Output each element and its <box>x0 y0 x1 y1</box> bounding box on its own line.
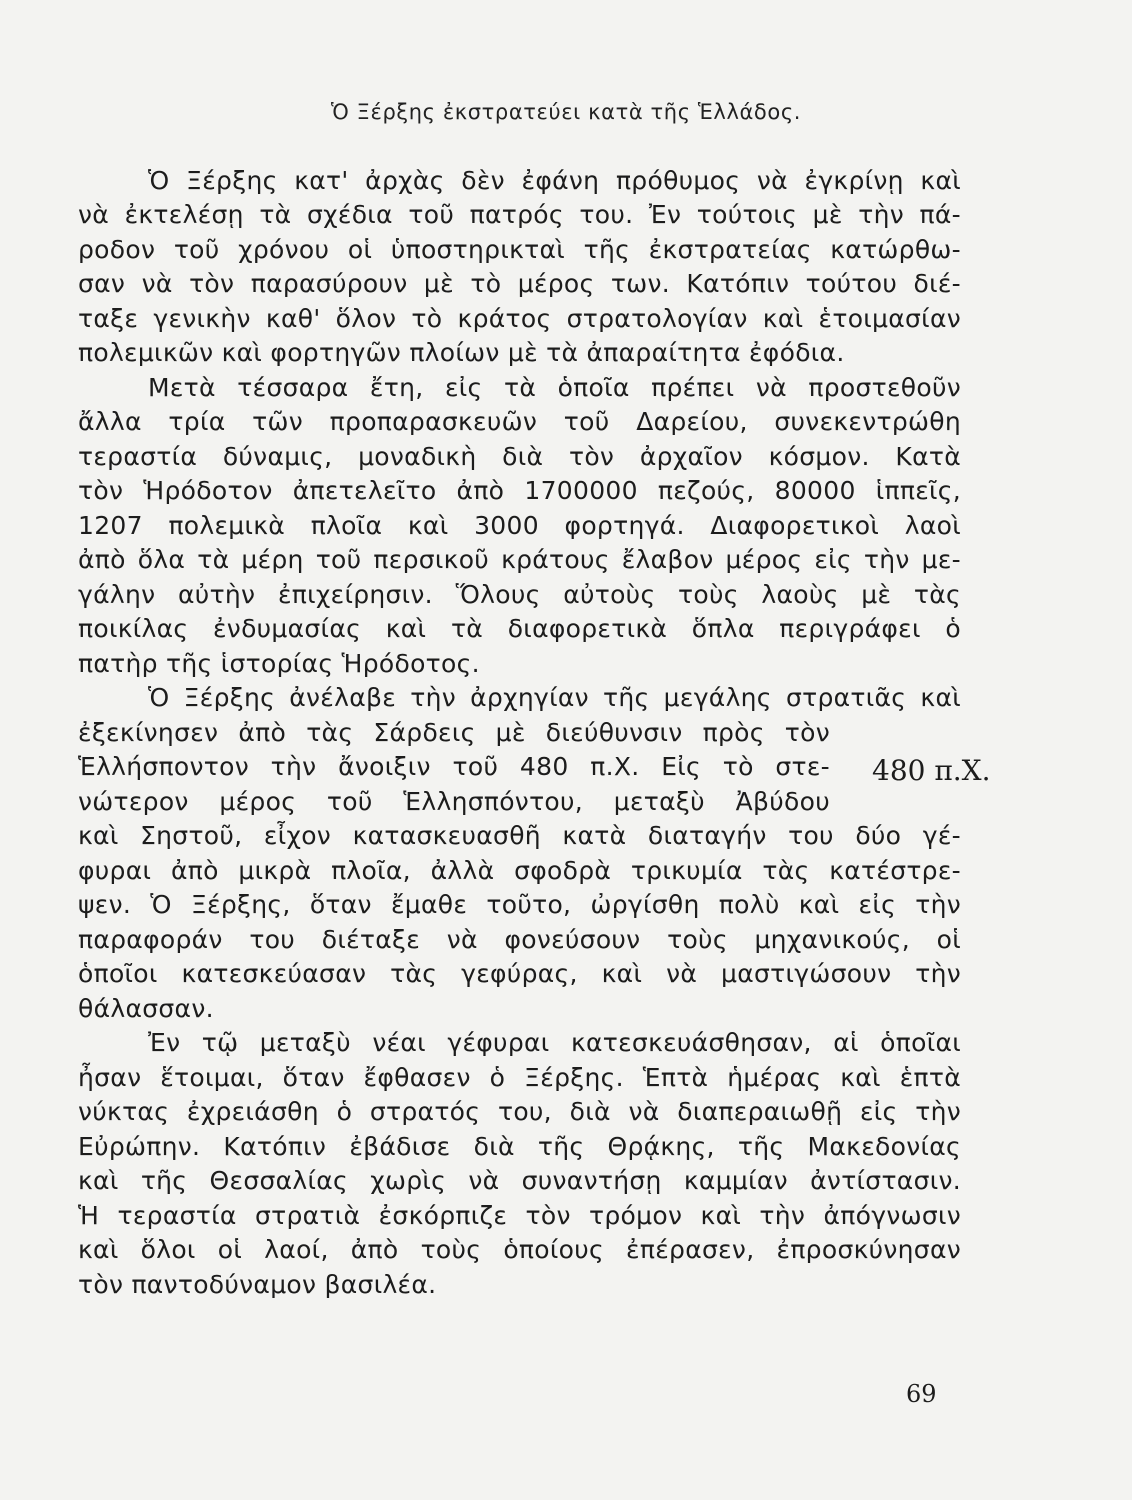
text-line: καὶ ὅλοι οἱ λαοί, ἀπὸ τοὺς ὁποίους ἐπέρασεν, ἐπροσκύνησαν <box>78 1235 961 1264</box>
text-line: γάλην αὐτὴν ἐπιχείρησιν. Ὅλους αὐτοὺς τοὺς λαοὺς μὲ τὰς <box>78 580 961 609</box>
text-line: ἐξεκίνησεν ἀπὸ τὰς Σάρδεις μὲ διεύθυνσιν πρὸς τὸν <box>78 718 830 747</box>
text-line: νὰ ἐκτελέσῃ τὰ σχέδια τοῦ πατρός του. Ἐν τούτοις μὲ τὴν πά- <box>78 200 961 229</box>
text-line: πατὴρ τῆς ἱστορίας Ἡρόδοτος. <box>78 649 480 678</box>
text-line: ἦσαν ἕτοιμαι, ὅταν ἔφθασεν ὁ Ξέρξης. Ἑπτὰ ἡμέρας καὶ ἑπτὰ <box>78 1063 961 1092</box>
text-line: τεραστία δύναμις, μοναδικὴ διὰ τὸν ἀρχαῖον κόσμον. Κατὰ <box>78 442 961 471</box>
page-number: 69 <box>906 1380 937 1408</box>
text-line: καὶ τῆς Θεσσαλίας χωρὶς νὰ συναντήσῃ καμμίαν ἀντίστασιν. <box>78 1166 961 1195</box>
text-line: νύκτας ἐχρειάσθη ὁ στρατός του, διὰ νὰ διαπεραιωθῇ εἰς τὴν <box>78 1097 961 1126</box>
section-heading: Ὁ Ξέρξης ἐκστρατεύει κατὰ τῆς Ἑλλάδος. <box>330 100 802 124</box>
text-line: Ὁ Ξέρξης ἀνέλαβε τὴν ἀρχηγίαν τῆς μεγάλης στρατιᾶς καὶ <box>148 683 961 712</box>
text-line: Μετὰ τέσσαρα ἔτη, εἰς τὰ ὁποῖα πρέπει νὰ προστεθοῦν <box>148 373 961 402</box>
text-line: πολεμικῶν καὶ φορτηγῶν πλοίων μὲ τὰ ἀπαραίτητα ἐφόδια. <box>78 338 845 367</box>
text-line: Ὁ Ξέρξης κατ' ἀρχὰς δὲν ἐφάνη πρόθυμος νὰ ἐγκρίνῃ καὶ <box>148 166 961 195</box>
margin-date-note: 480 π.Χ. <box>872 754 991 787</box>
text-line: Ἑλλήσποντον τὴν ἄνοιξιν τοῦ 480 π.Χ. Εἰς τὸ στε- <box>78 752 830 781</box>
text-line: τὸν Ἡρόδοτον ἀπετελεῖτο ἀπὸ 1700000 πεζούς, 80000 ἱππεῖς, <box>78 476 961 505</box>
text-line: φυραι ἀπὸ μικρὰ πλοῖα, ἀλλὰ σφοδρὰ τρικυμία τὰς κατέστρε- <box>78 856 961 885</box>
text-line: ἄλλα τρία τῶν προπαρασκευῶν τοῦ Δαρείου, συνεκεντρώθη <box>78 407 961 436</box>
text-line: Εὐρώπην. Κατόπιν ἐβάδισε διὰ τῆς Θρᾴκης, τῆς Μακεδονίας <box>78 1132 961 1161</box>
text-line: καὶ Σηστοῦ, εἶχον κατασκευασθῆ κατὰ διαταγήν του δύο γέ- <box>78 821 961 850</box>
text-line: ροδον τοῦ χρόνου οἱ ὑποστηρικταὶ τῆς ἐκστρατείας κατώρθω- <box>78 235 961 264</box>
text-line: σαν νὰ τὸν παρασύρουν μὲ τὸ μέρος των. Κατόπιν τούτου διέ- <box>78 269 961 298</box>
text-line: τὸν παντοδύναμον βασιλέα. <box>78 1270 437 1299</box>
text-line: ποικίλας ἐνδυμασίας καὶ τὰ διαφορετικὰ ὅπλα περιγράφει ὁ <box>78 614 961 643</box>
text-line: ταξε γενικὴν καθ' ὅλον τὸ κράτος στρατολογίαν καὶ ἑτοιμασίαν <box>78 304 961 333</box>
text-line: ἀπὸ ὅλα τὰ μέρη τοῦ περσικοῦ κράτους ἔλαβον μέρος εἰς τὴν με- <box>78 545 961 574</box>
text-line: ψεν. Ὁ Ξέρξης, ὅταν ἔμαθε τοῦτο, ὠργίσθη πολὺ καὶ εἰς τὴν <box>78 890 961 919</box>
text-line: Ἐν τῷ μεταξὺ νέαι γέφυραι κατεσκευάσθησαν, αἱ ὁποῖαι <box>148 1028 961 1057</box>
text-line: παραφοράν του διέταξε νὰ φονεύσουν τοὺς μηχανικούς, οἱ <box>78 925 961 954</box>
text-line: Ἡ τεραστία στρατιὰ ἐσκόρπιζε τὸν τρόμον καὶ τὴν ἀπόγνωσιν <box>78 1201 961 1230</box>
text-line: 1207 πολεμικὰ πλοῖα καὶ 3000 φορτηγά. Διαφορετικοὶ λαοὶ <box>78 511 961 540</box>
text-line: θάλασσαν. <box>78 994 214 1023</box>
text-line: νώτερον μέρος τοῦ Ἑλλησπόντου, μεταξὺ Ἀβύδου <box>78 787 830 816</box>
text-line: ὁποῖοι κατεσκεύασαν τὰς γεφύρας, καὶ νὰ μαστιγώσουν τὴν <box>78 959 961 988</box>
